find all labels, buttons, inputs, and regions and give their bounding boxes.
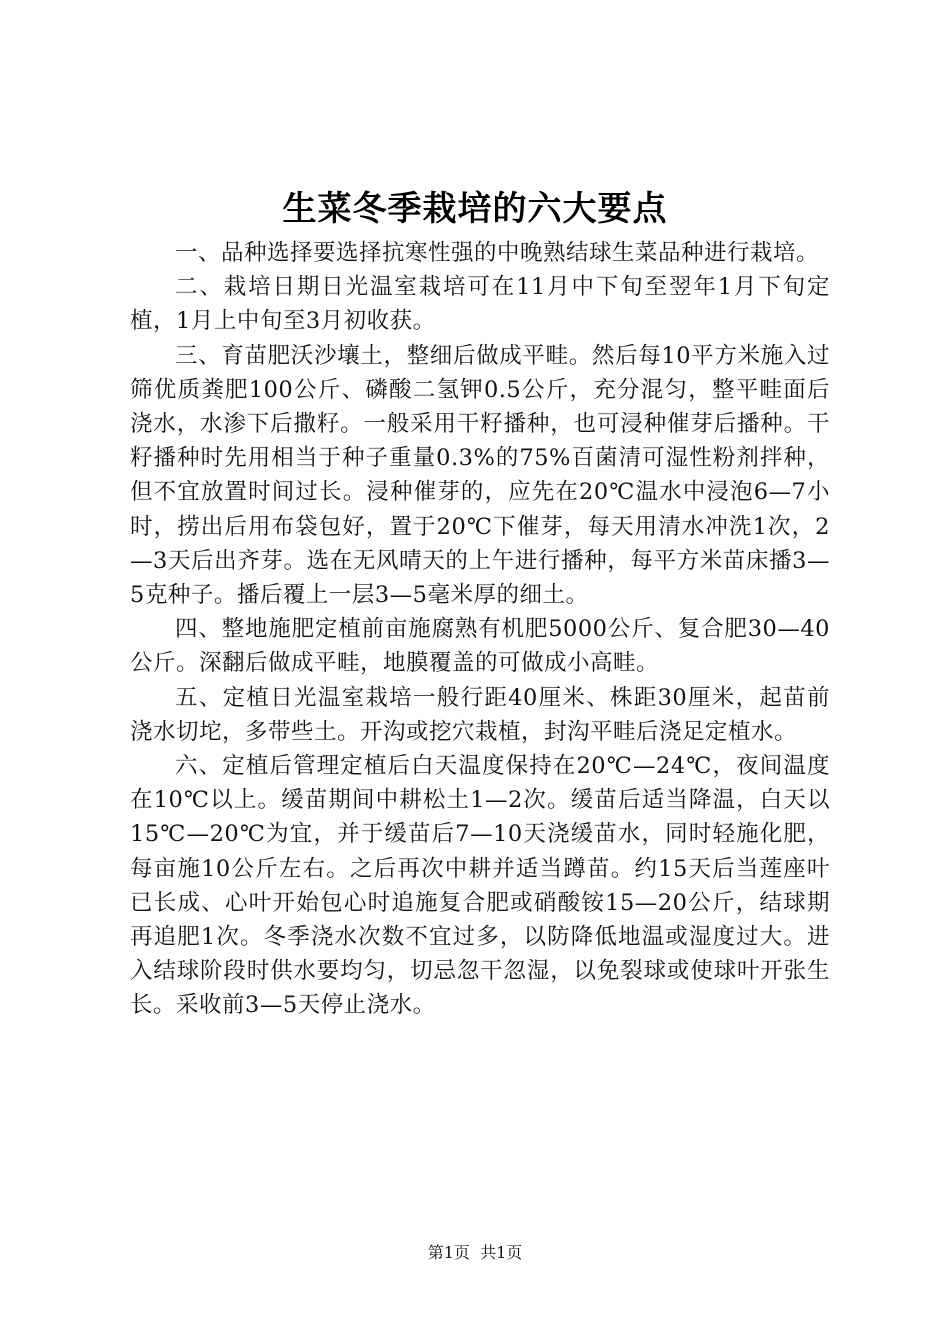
- paragraph-seedling: 三、育苗肥沃沙壤土，整细后做成平畦。然后每10平方米施入过筛优质粪肥100公斤、磷酸二氢钾0.5公斤，充分混匀，整平畦面后浇水，水渗下后撒籽。一般采用干籽播种，也可浸种催芽后播种。干籽播种时先用相当于种子重量0.3%的75%百菌清可湿性粉剂拌种，但不宜放置时间过长。浸种催芽的，应先在20℃温水中浸泡6—7小时，捞出后用布袋包好，置于20℃下催芽，每天用清水冲洗1次，2—3天后出齐芽。选在无风晴天的上午进行播种，每平方米苗床播3—5克种子。播后覆上一层3—5毫米厚的细土。: [130, 342, 830, 609]
- page-number: 第1页: [427, 1243, 470, 1262]
- paragraph-variety-selection: 一、品种选择要选择抗寒性强的中晚熟结球生菜品种进行栽培。: [175, 240, 820, 266]
- paragraph-planting: 五、定植日光温室栽培一般行距40厘米、株距30厘米，起苗前浇水切坨，多带些土。开沟或挖穴栽植，封沟平畦后浇足定植水。: [130, 684, 830, 745]
- page-footer: [0, 1242, 950, 1264]
- document-body: [130, 236, 830, 1023]
- paragraph-management: 六、定植后管理定植后白天温度保持在20℃—24℃，夜间温度在10℃以上。缓苗期间中耕松土1—2次。缓苗后适当降温，白天以15℃—20℃为宜，并于缓苗后7—10天浇缓苗水，同时轻施化肥，每亩施10公斤左右。之后再次中耕并适当蹲苗。约15天后当莲座叶已长成、心叶开始包心时追施复合肥或硝酸铵15—20公斤，结球期再追肥1次。冬季浇水次数不宜过多，以防降低地温或湿度过大。进入结球阶段时供水要均匀，切忌忽干忽湿，以免裂球或使球叶开张生长。采收前3—5天停止浇水。: [130, 753, 830, 1019]
- footer-spacer: [470, 1243, 480, 1262]
- paragraph-soil-fertilizer: 四、整地施肥定植前亩施腐熟有机肥5000公斤、复合肥30—40公斤。深翻后做成平畦，地膜覆盖的可做成小高畦。: [130, 616, 830, 677]
- paragraph-cultivation-date: 二、栽培日期日光温室栽培可在11月中下旬至翌年1月下旬定植，1月上中旬至3月初收获。: [130, 274, 830, 335]
- page-total: 共1页: [480, 1243, 523, 1262]
- document-title: 生菜冬季栽培的六大要点: [282, 189, 668, 229]
